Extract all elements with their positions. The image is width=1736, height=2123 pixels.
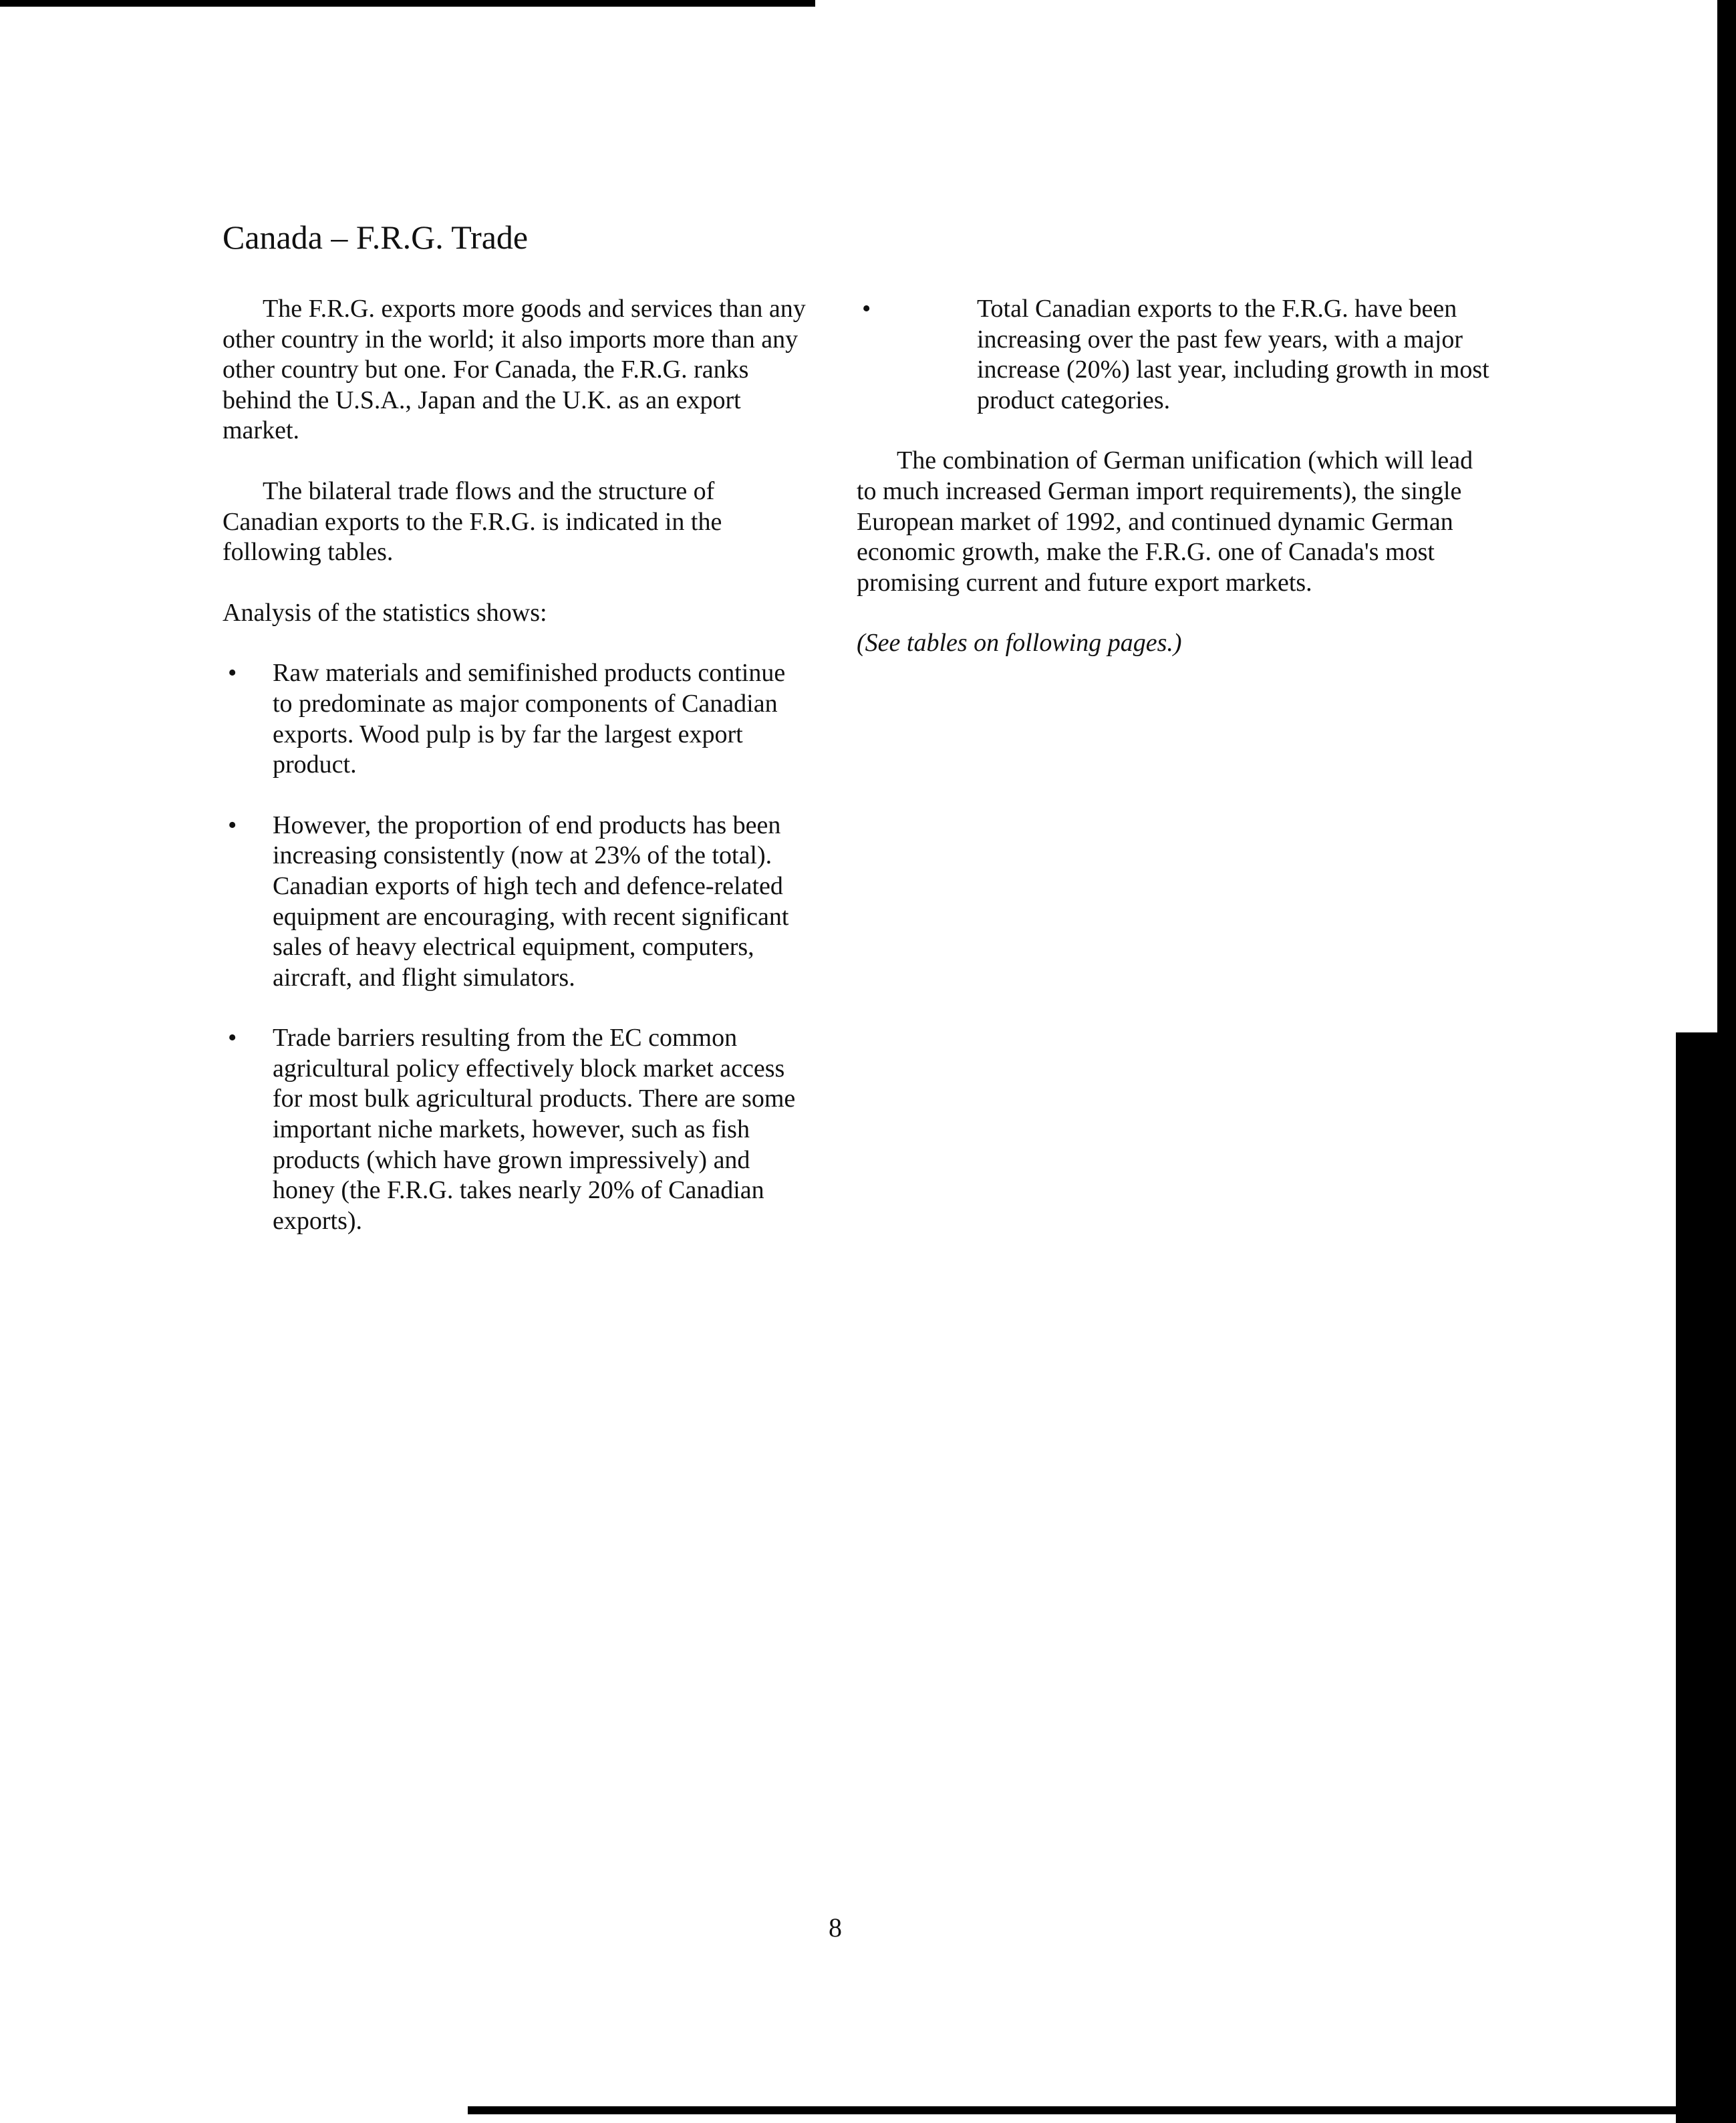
unification-paragraph: The combination of German unification (which will lead to much increased German import requirements), the single European market of 1992, and continued dynamic German economic growth, make the F.R.G. one of Canada's most promising current and future export markets. [857,446,1473,597]
see-tables-note: (See tables on following pages.) [857,629,1182,658]
analysis-paragraph: Analysis of the statistics shows: [223,598,547,627]
tables-paragraph: The bilateral trade flows and the structure of Canadian exports to the F.R.G. is indicated in the following tables. [223,476,722,567]
bullet-icon: • [862,295,871,323]
scan-edge-right [1717,0,1736,1032]
page-number: 8 [829,1913,842,1943]
bullet-text: Total Canadian exports to the F.R.G. have been increasing over the past few years, with a major increase (20%) last year, including growth in most product categories. [977,295,1489,414]
scan-edge-bottom [468,2106,1677,2114]
bullet-icon: • [228,659,237,688]
page-heading: Canada – F.R.G. Trade [223,219,529,256]
scan-edge-right-lower [1676,1032,1736,2123]
bullet-item-raw-materials [223,658,811,780]
bullet-icon: • [228,811,237,839]
bullet-item-total-exports [857,294,1498,416]
bullet-text: Raw materials and semifinished products continue to predominate as major components of Canadian exports. Wood pulp is by far the largest export product. [273,659,786,779]
scan-edge-top [0,0,815,7]
right-column [857,294,1498,659]
bullet-item-end-products [223,811,811,994]
left-column [223,294,811,1236]
bullet-icon: • [228,1024,237,1052]
intro-paragraph: The F.R.G. exports more goods and services than any other country in the world; it also imports more than any other country but one. For Canada, the F.R.G. ranks behind the U.S.A., Japan and the U.K. as an export market. [223,295,806,445]
bullet-item-trade-barriers [223,1023,811,1236]
bullet-text: However, the proportion of end products has been increasing consistently (now at 23% of the total). Canadian exports of high tech and defence-related equipment are encouraging, with recent significant sales of heavy electrical equipment, computers, aircraft, and flight simulators. [273,811,789,992]
bullet-text: Trade barriers resulting from the EC common agricultural policy effectively block market access for most bulk agricultural products. There are some important niche markets, however, such as fish products (which have grown impressively) and honey (the F.R.G. takes nearly 20% of Canadian exports). [273,1024,796,1235]
